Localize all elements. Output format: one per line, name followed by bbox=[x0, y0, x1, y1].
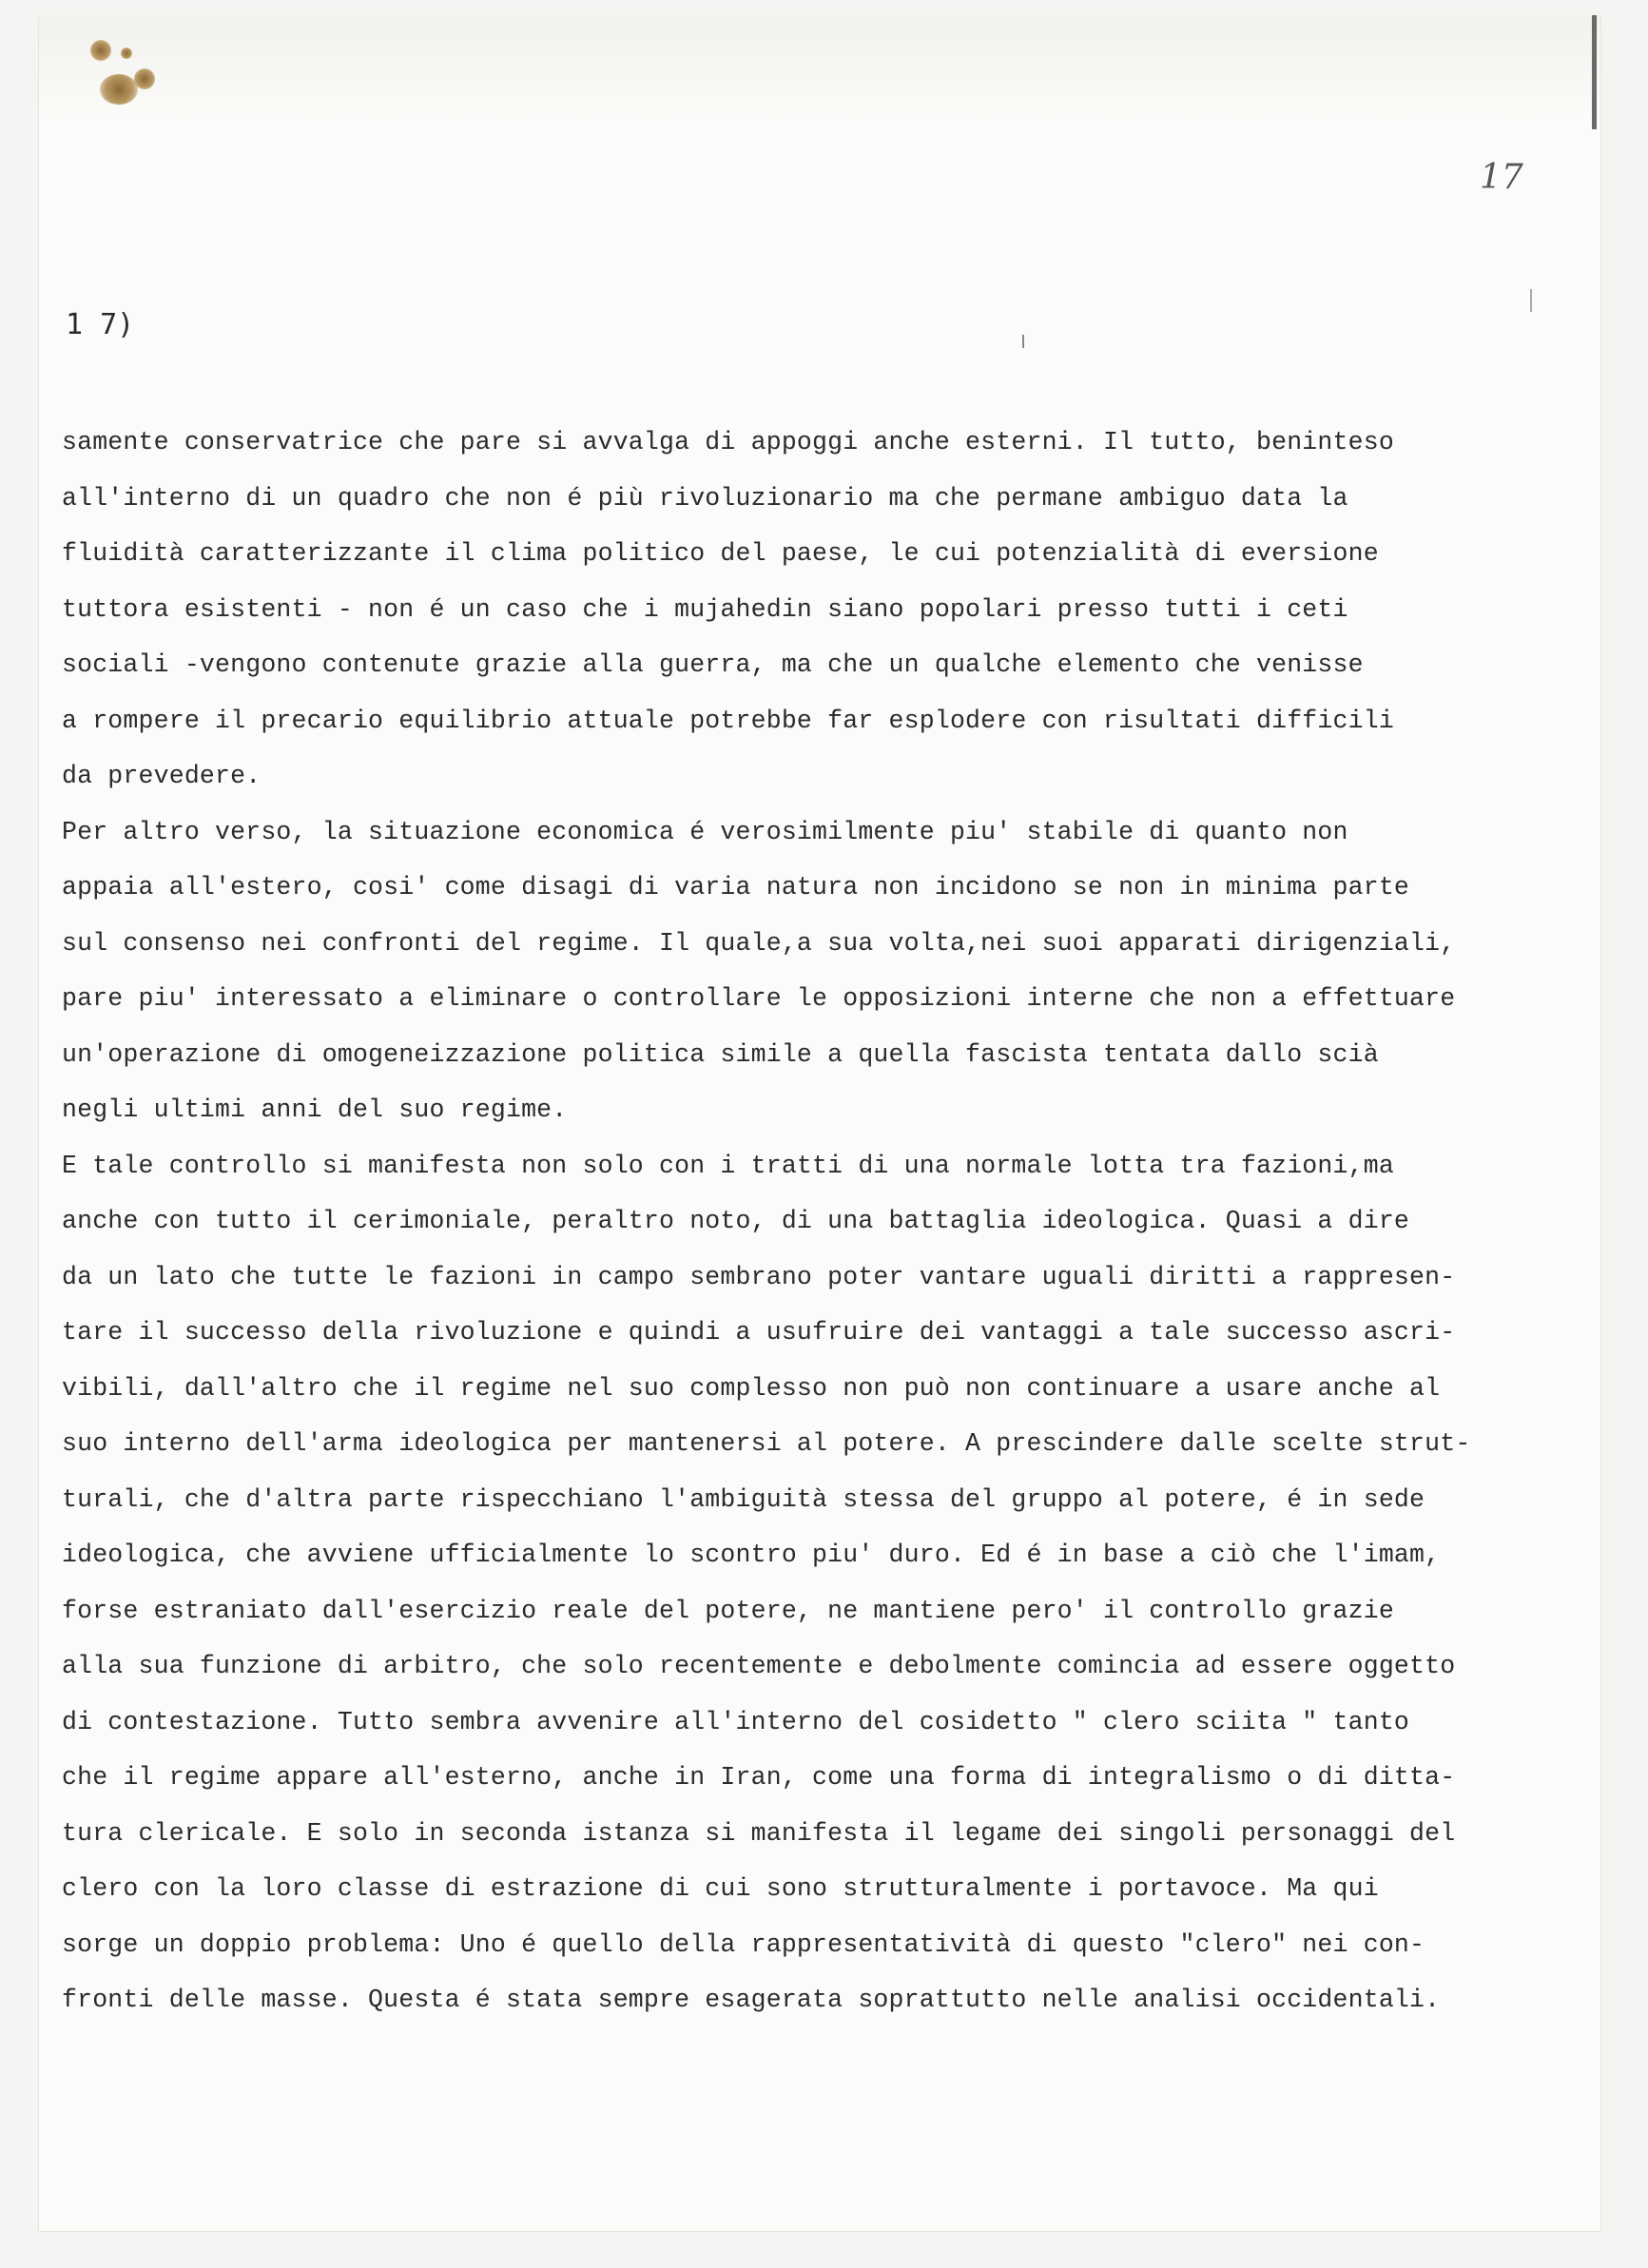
stray-mark bbox=[1022, 335, 1024, 348]
typewritten-sheet bbox=[38, 15, 1601, 2232]
text-line: negli ultimi anni del suo regime. bbox=[62, 1095, 568, 1124]
text-line: fluidità caratterizzante il clima politico del paese, le cui potenzialità di eversione bbox=[62, 539, 1379, 568]
text-line: tura clericale. E solo in seconda istanza si manifesta il legame dei singoli personaggi del bbox=[62, 1818, 1456, 1848]
text-line: che il regime appare all'esterno, anche in Iran, come una forma di integralismo o di ditta- bbox=[62, 1763, 1456, 1792]
stray-mark bbox=[1530, 289, 1532, 312]
text-line: un'operazione di omogeneizzazione politica simile a quella fascista tentata dallo scià bbox=[62, 1039, 1379, 1069]
text-line: ideologica, che avviene ufficialmente lo scontro piu' duro. Ed é in base a ciò che l'imam, bbox=[62, 1541, 1441, 1569]
stain-mark bbox=[90, 40, 111, 61]
stain-mark bbox=[134, 68, 155, 89]
text-line: fronti delle masse. Questa é stata sempre esagerata soprattutto nelle analisi occidentali. bbox=[62, 1986, 1441, 2014]
text-line: sociali -vengono contenute grazie alla guerra, ma che un qualche elemento che venisse bbox=[62, 650, 1364, 679]
text-line: a rompere il precario equilibrio attuale potrebbe far esplodere con risultati difficili bbox=[62, 706, 1394, 735]
text-line: da prevedere. bbox=[62, 762, 262, 790]
text-line: alla sua funzione di arbitro, che solo recentemente e debolmente comincia ad essere oggetto bbox=[62, 1652, 1456, 1680]
text-line: appaia all'estero, cosi' come disagi di varia natura non incidono se non in minima parte bbox=[62, 873, 1410, 901]
text-line: sorge un doppio problema: Uno é quello della rappresentatività di questo "clero" nei con- bbox=[62, 1929, 1425, 1959]
text-line: clero con la loro classe di estrazione di cui sono strutturalmente i portavoce. Ma qui bbox=[62, 1874, 1379, 1903]
sheet-top-shadow bbox=[39, 15, 1600, 120]
section-number: 1 7) bbox=[66, 308, 135, 341]
text-line: tare il successo della rivoluzione e quindi a usufruire dei vantaggi a tale successo ascri- bbox=[62, 1318, 1456, 1347]
text-line: Per altro verso, la situazione economica é verosimilmente piu' stabile di quanto non bbox=[62, 817, 1348, 846]
text-line: suo interno dell'arma ideologica per mantenersi al potere. A prescindere dalle scelte strut- bbox=[62, 1429, 1471, 1458]
text-line: vibili, dall'altro che il regime nel suo complesso non può non continuare a usare anche al bbox=[62, 1373, 1441, 1403]
text-line: sul consenso nei confronti del regime. Il quale,a sua volta,nei suoi apparati dirigenziali, bbox=[62, 928, 1456, 958]
text-line: da un lato che tutte le fazioni in campo sembrano poter vantare uguali diritti a rappresen- bbox=[62, 1262, 1456, 1291]
text-line: pare piu' interessato a eliminare o controllare le opposizioni interne che non a effettuare bbox=[62, 984, 1456, 1013]
text-line: turali, che d'altra parte rispecchiano l'ambiguità stessa del gruppo al potere, é in sede bbox=[62, 1484, 1425, 1514]
handwritten-page-number: 17 bbox=[1480, 158, 1523, 197]
text-line: samente conservatrice che pare si avvalga di appoggi anche esterni. Il tutto, beninteso bbox=[62, 428, 1394, 456]
text-line: anche con tutto il cerimoniale, peraltro noto, di una battaglia ideologica. Quasi a dire bbox=[62, 1207, 1410, 1235]
text-line: tuttora esistenti - non é un caso che i mujahedin siano popolari presso tutti i ceti bbox=[62, 594, 1348, 624]
sheet-edge-mark bbox=[1592, 15, 1597, 129]
text-line: all'interno di un quadro che non é più rivoluzionario ma che permane ambiguo data la bbox=[62, 483, 1348, 513]
text-line: forse estraniato dall'esercizio reale del potere, ne mantiene pero' il controllo grazie bbox=[62, 1596, 1394, 1625]
stain-mark bbox=[121, 48, 132, 59]
text-line: di contestazione. Tutto sembra avvenire all'interno del cosidetto " clero sciita " tanto bbox=[62, 1707, 1410, 1736]
stain-mark bbox=[100, 74, 138, 105]
body-text bbox=[62, 415, 1593, 2028]
text-line: E tale controllo si manifesta non solo con i tratti di una normale lotta tra fazioni,ma bbox=[62, 1151, 1394, 1180]
